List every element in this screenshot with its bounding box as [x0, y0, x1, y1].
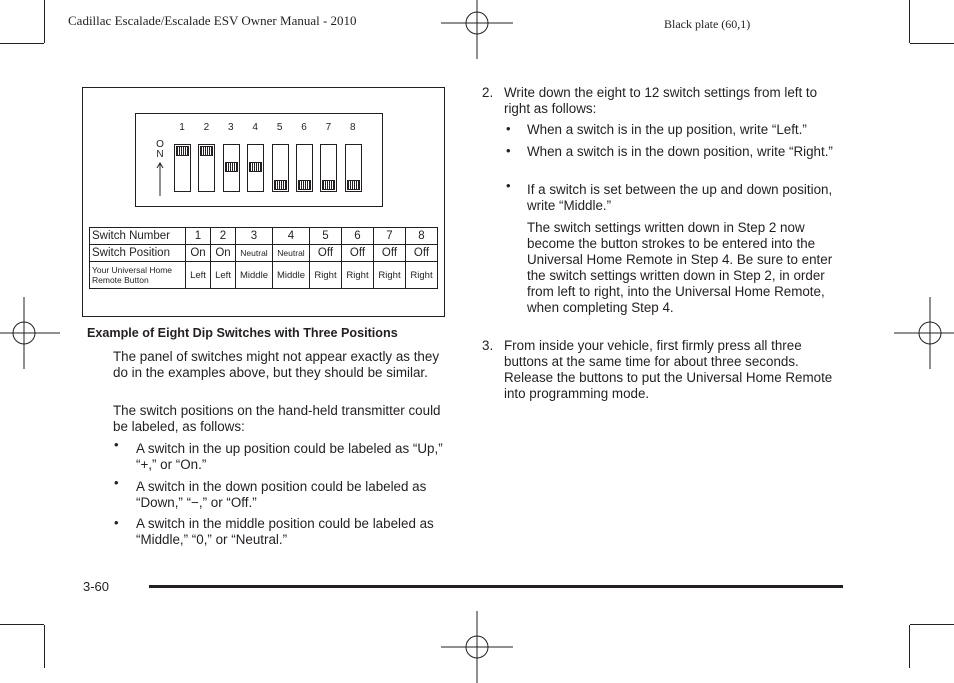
dip-switch	[296, 144, 313, 192]
table-cell: 1	[186, 228, 211, 245]
switch-number-label: 8	[350, 122, 356, 133]
row-label: Switch Position	[90, 245, 186, 262]
list-item: When a switch is in the down position, write “Right.”	[527, 144, 833, 159]
switch-knob	[347, 180, 360, 190]
switch-knob	[200, 146, 213, 156]
paragraph: The panel of switches might not appear exactly as they do in the examples above, but they should be similar.	[113, 349, 440, 380]
switch-number-label: 3	[228, 122, 234, 133]
table-cell: On	[186, 245, 211, 262]
switch-knob	[249, 162, 262, 172]
dip-switch-figure	[82, 87, 445, 317]
plate-label: Black plate (60,1)	[664, 17, 751, 31]
table-cell: 3	[236, 228, 273, 245]
footer-rule	[149, 585, 843, 588]
dip-switch	[320, 144, 337, 192]
switch-panel	[135, 113, 383, 207]
up-arrow-icon	[156, 162, 164, 196]
crop-mark	[909, 0, 910, 43]
crop-mark	[909, 625, 910, 668]
crop-mark	[0, 43, 44, 44]
switch-knob	[322, 180, 335, 190]
list-item: If a switch is set between the up and down position, write “Middle.”	[527, 182, 833, 213]
dip-switch	[174, 144, 191, 192]
bullet-icon: •	[114, 475, 119, 490]
step-text: Write down the eight to 12 switch settings from left to right as follows:	[504, 85, 818, 116]
page-number: 3-60	[83, 579, 110, 594]
table-cell: Middle	[273, 262, 310, 289]
switch-knob	[176, 146, 189, 156]
switch-number-label: 5	[276, 122, 283, 133]
table-cell: 7	[374, 228, 406, 245]
dip-switch	[272, 144, 289, 192]
table-cell: Right	[342, 262, 374, 289]
list-item: A switch in the down position could be labeled as “Down,” “−,” or “Off.”	[136, 479, 427, 510]
switch-knob	[225, 162, 238, 172]
crop-mark	[910, 624, 954, 625]
dip-switch	[223, 144, 240, 192]
paragraph: The switch positions on the hand-held transmitter could be labeled, as follows:	[113, 403, 441, 434]
row-label: Your Universal Home Remote Button	[90, 262, 186, 289]
registration-mark-icon	[0, 297, 60, 369]
table-cell: 2	[211, 228, 236, 245]
step-number: 2.	[482, 85, 494, 100]
table-cell: 8	[406, 228, 438, 245]
crop-mark	[44, 0, 45, 43]
table-cell: Off	[310, 245, 342, 262]
crop-mark	[910, 43, 954, 44]
table-row	[90, 245, 438, 262]
crop-mark	[44, 625, 45, 668]
bullet-icon: •	[114, 437, 119, 452]
dip-switch	[247, 144, 264, 192]
on-label: ON	[156, 139, 164, 160]
switch-number-label: 2	[203, 122, 210, 133]
dip-switch	[198, 144, 215, 192]
registration-mark-icon	[894, 297, 954, 369]
table-cell: Left	[211, 262, 236, 289]
table-cell: Neutral	[236, 245, 273, 262]
table-cell: Off	[342, 245, 374, 262]
bullet-icon: •	[506, 121, 511, 136]
registration-mark-icon	[441, 611, 513, 683]
table-cell: 6	[342, 228, 374, 245]
switch-knob	[298, 180, 311, 190]
bullet-icon: •	[506, 178, 511, 193]
dip-switch	[345, 144, 362, 192]
table-cell: 5	[310, 228, 342, 245]
crop-mark	[0, 624, 44, 625]
table-cell: Off	[406, 245, 438, 262]
bullet-icon: •	[114, 515, 119, 530]
table-cell: 4	[273, 228, 310, 245]
table-row	[90, 228, 438, 245]
switch-number-label: 6	[301, 122, 307, 133]
table-cell: Right	[374, 262, 406, 289]
list-item: A switch in the up position could be labeled as “Up,” “+,” or “On.”	[136, 441, 443, 472]
note-paragraph: The switch settings written down in Step 2 now become the button strokes to be entered into the Universal Home Remote in Step 4. Be sure to enter the switch settings written down in Step 2, in order from left to right, into the Universal Home Remote, when completing Step 4.	[527, 220, 833, 315]
step-text: From inside your vehicle, first firmly press all three buttons at the same time for about three seconds. Release the buttons to put the Universal Home Remote into programming mode.	[504, 338, 833, 401]
table-cell: Off	[374, 245, 406, 262]
switch-number-label: 7	[325, 122, 332, 133]
list-item: A switch in the middle position could be labeled as “Middle,” “0,” or “Neutral.”	[136, 516, 434, 547]
step-number: 3.	[482, 338, 494, 353]
figure-caption: Example of Eight Dip Switches with Three Positions	[87, 326, 398, 340]
table-cell: Neutral	[273, 245, 310, 262]
table-cell: Left	[186, 262, 211, 289]
table-cell: On	[211, 245, 236, 262]
table-cell: Middle	[236, 262, 273, 289]
list-item: When a switch is in the up position, write “Left.”	[527, 122, 807, 137]
switch-number-label: 4	[252, 122, 258, 133]
registration-mark-icon	[441, 0, 513, 59]
manual-title: Cadillac Escalade/Escalade ESV Owner Manual - 2010	[68, 13, 357, 28]
table-row	[90, 262, 438, 289]
table-cell: Right	[310, 262, 342, 289]
table-cell: Right	[406, 262, 438, 289]
switch-table	[89, 227, 438, 289]
switch-number-label: 1	[179, 122, 185, 133]
switch-knob	[274, 180, 287, 190]
row-label: Switch Number	[90, 228, 186, 245]
bullet-icon: •	[506, 143, 511, 158]
